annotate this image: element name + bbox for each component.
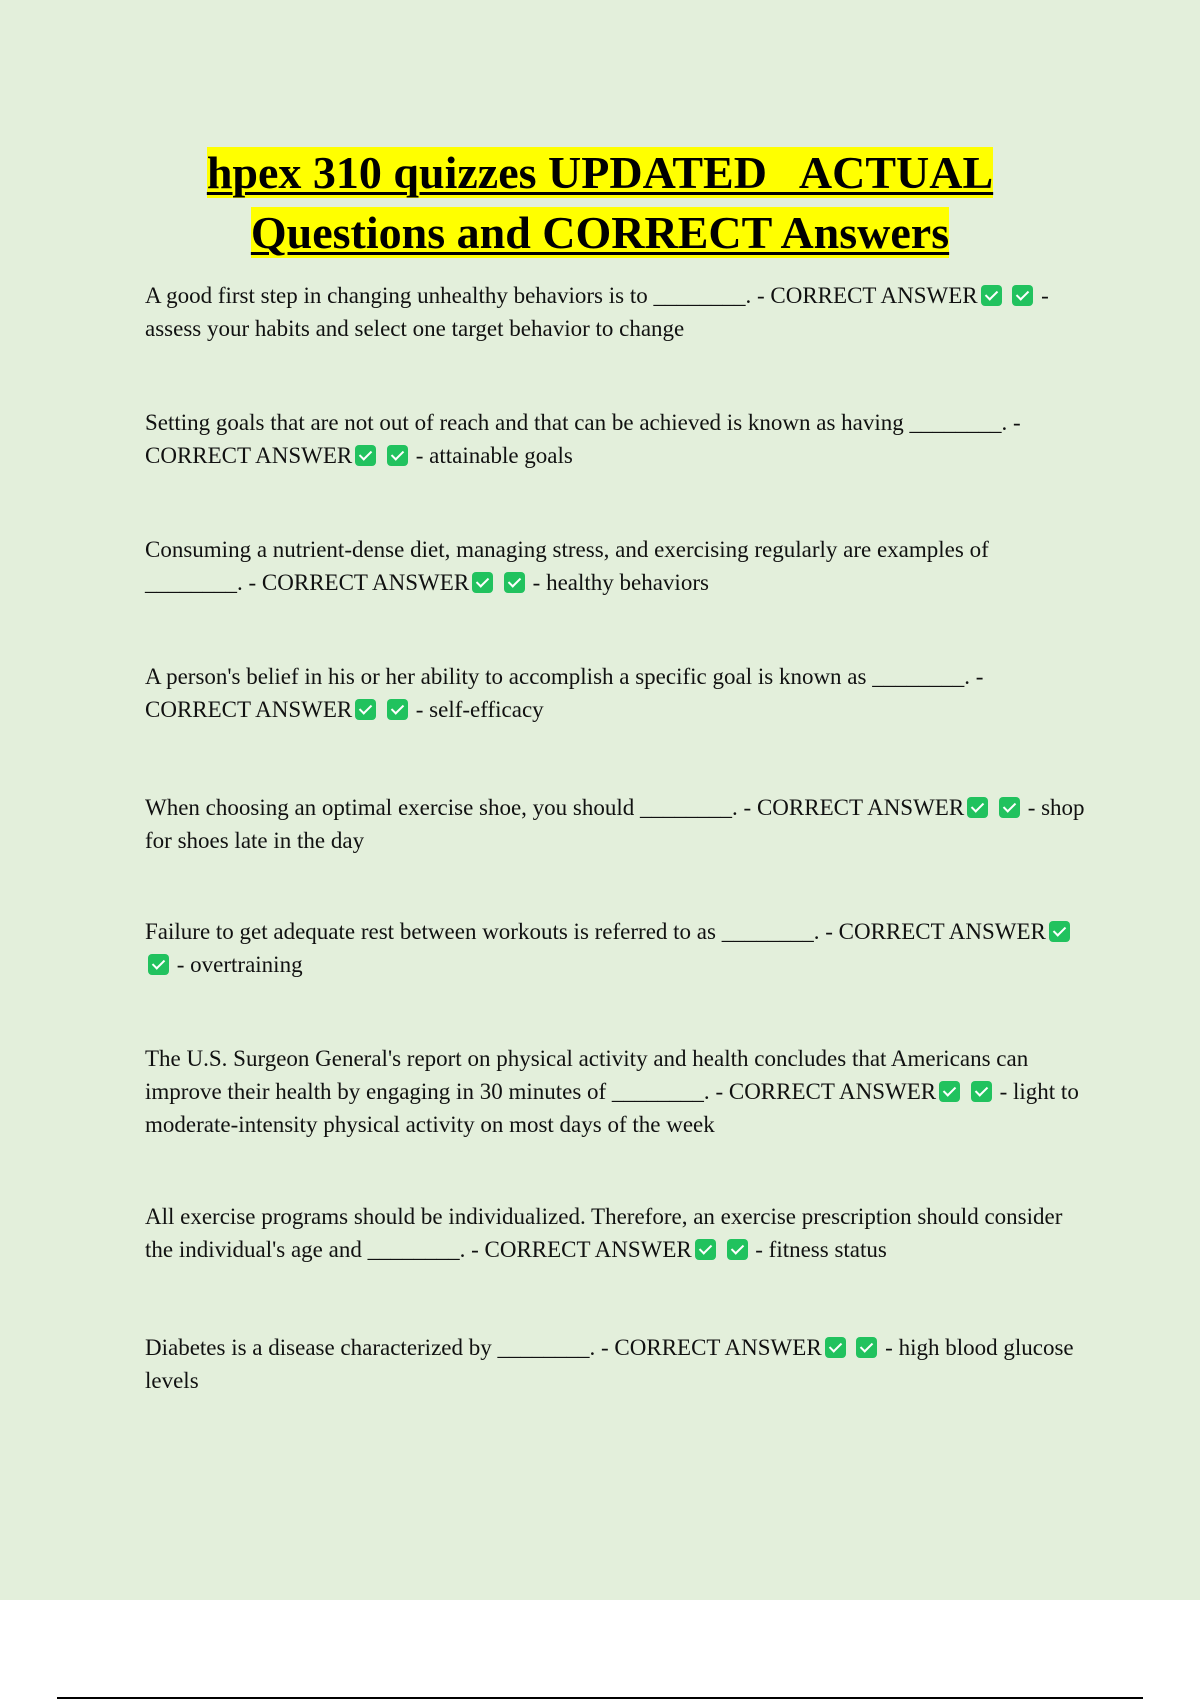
answer-marker: - CORRECT ANSWER	[743, 795, 965, 820]
question-text: A person's belief in his or her ability to accomplish a specific goal is known as ________.	[145, 664, 970, 689]
answer-text: - fitness status	[755, 1237, 887, 1262]
qa-item-4	[145, 660, 1085, 726]
answer-marker: - CORRECT ANSWER	[145, 410, 1021, 468]
document-title	[0, 143, 1200, 263]
answer-marker: - CORRECT ANSWER	[145, 664, 984, 722]
green-check-icon	[939, 1081, 960, 1102]
answer-marker: - CORRECT ANSWER	[601, 1335, 822, 1360]
green-check-icon	[387, 699, 408, 720]
qa-item-9	[145, 1331, 1085, 1397]
page-divider-line	[57, 1697, 1143, 1699]
green-check-icon	[695, 1239, 716, 1260]
title-line-2: Questions and CORRECT Answers	[250, 207, 950, 258]
question-text: When choosing an optimal exercise shoe, you should ________.	[145, 795, 738, 820]
green-check-icon	[999, 797, 1020, 818]
green-check-icon	[504, 572, 525, 593]
question-text: The U.S. Surgeon General's report on physical activity and health concludes that Americans can improve their health by engaging in 30 minutes of ________.	[145, 1046, 1029, 1104]
answer-marker: - CORRECT ANSWER	[471, 1237, 692, 1262]
answer-text: - overtraining	[176, 952, 303, 977]
question-text: Consuming a nutrient-dense diet, managing stress, and exercising regularly are examples of ________.	[145, 537, 989, 595]
green-check-icon	[148, 954, 169, 975]
question-text: Setting goals that are not out of reach and that can be achieved is known as having ________.	[145, 410, 1008, 435]
answer-text: - high blood glucose levels	[145, 1335, 1074, 1393]
answer-text: - assess your habits and select one target behavior to change	[145, 283, 1049, 341]
green-check-icon	[387, 445, 408, 466]
answer-marker: - CORRECT ANSWER	[825, 919, 1046, 944]
answer-text: - healthy behaviors	[532, 570, 709, 595]
qa-item-7	[145, 1042, 1085, 1141]
green-check-icon	[727, 1239, 748, 1260]
answer-text: - attainable goals	[415, 443, 573, 468]
question-text: Diabetes is a disease characterized by ________.	[145, 1335, 596, 1360]
green-check-icon	[355, 699, 376, 720]
green-check-icon	[971, 1081, 992, 1102]
question-text: Failure to get adequate rest between workouts is referred to as ________.	[145, 919, 820, 944]
green-check-icon	[355, 445, 376, 466]
qa-item-1	[145, 279, 1085, 345]
answer-text: - self-efficacy	[415, 697, 544, 722]
qa-item-6	[145, 915, 1085, 981]
answer-marker: - CORRECT ANSWER	[248, 570, 470, 595]
green-check-icon	[1012, 285, 1033, 306]
green-check-icon	[472, 572, 493, 593]
green-check-icon	[967, 797, 988, 818]
qa-item-2	[145, 406, 1085, 472]
green-check-icon	[1049, 921, 1070, 942]
answer-marker: - CORRECT ANSWER	[756, 283, 978, 308]
answer-marker: - CORRECT ANSWER	[715, 1079, 937, 1104]
title-line-1: hpex 310 quizzes UPDATED ACTUAL	[206, 147, 994, 198]
qa-item-5	[145, 791, 1085, 857]
green-check-icon	[981, 285, 1002, 306]
question-text: A good first step in changing unhealthy behaviors is to ________.	[145, 283, 752, 308]
answer-text: - light to moderate-intensity physical activity on most days of the week	[145, 1079, 1079, 1137]
qa-item-3	[145, 533, 1085, 599]
green-check-icon	[856, 1337, 877, 1358]
question-text: All exercise programs should be individualized. Therefore, an exercise prescription should consider the individual's age and ________.	[145, 1204, 1063, 1262]
answer-text: - shop for shoes late in the day	[145, 795, 1085, 853]
qa-item-8	[145, 1200, 1085, 1266]
green-check-icon	[825, 1337, 846, 1358]
